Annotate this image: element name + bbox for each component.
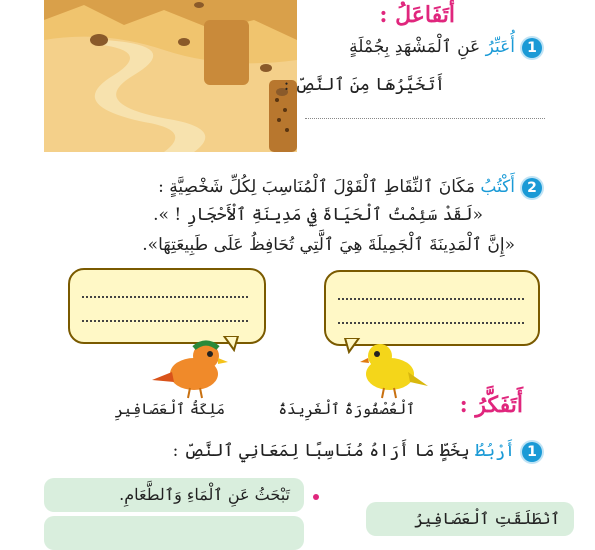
speech-bubble-right[interactable] [324, 270, 540, 346]
answer-line-left-1[interactable] [82, 296, 248, 298]
quote-line-2: «إِنَّ ٱلْمَدِينَةَ ٱلْجَمِيلَةَ هِيَ ٱلَّتِي تُحَافِظُ عَلَى طَبِيعَتِهَا». [142, 235, 515, 255]
answer-dotted-line[interactable] [305, 118, 545, 119]
answer-line-right-2[interactable] [338, 322, 524, 324]
instruction-text: عَنِ ٱلْمَشْهَدِ بِجُمْلَةٍ [349, 37, 486, 57]
quote-line-1: «لَقَدْ سَئِمْتُ ٱلْحَيَاةَ فِي مَدِينَةِ ٱلْأَحْجَارِ ! ». [153, 205, 483, 225]
desert-scene-illustration [44, 0, 297, 152]
section-heading-interact: أَتَفَاعَلُ : [379, 2, 455, 28]
yellow-bird-illustration [350, 338, 430, 400]
character-label-songbird: ٱلْعُصْفُورَةُ ٱلْغَرِيدَةُ [278, 400, 415, 418]
orange-bird-illustration [150, 336, 236, 400]
character-label-bird-queen: مَلِكَةُ ٱلْعَصَافِيرِ [114, 400, 225, 418]
option-box-3[interactable]: ٱنْطَلَقَتِ ٱلْعَصَافِيرُ [366, 502, 574, 536]
instruction-line-write [158, 176, 515, 197]
instruction-verb: أُعَبِّرُ [485, 37, 515, 57]
instruction-line-2: أَتَخَيَّرُهَا مِنَ ٱلنَّصِّ : [283, 75, 445, 95]
instruction-verb-connect: أَرْبُطُ [475, 441, 515, 461]
answer-line-left-2[interactable] [82, 320, 248, 322]
speech-bubble-left[interactable] [68, 268, 266, 344]
instruction-line [349, 36, 515, 57]
item-number-badge: 1 [522, 38, 542, 58]
instruction-verb-write: أَكْتُبُ [480, 177, 515, 197]
instruction-text-write: مَكَانَ ٱلنِّقَاطِ ٱلْقَوْلَ ٱلْمُنَاسِبَ لِكُلِّ شَخْصِيَّةٍ : [158, 177, 481, 197]
instruction-line-connect [173, 440, 515, 461]
option-box-1[interactable]: تَبْحَثُ عَنِ ٱلْمَاءِ وَٱلطَّعَامِ. [44, 478, 304, 512]
item-number-badge-2: 2 [522, 178, 542, 198]
option-bullet [313, 494, 319, 500]
item-number-badge-3: 1 [522, 442, 542, 462]
section-heading-reflect: أَتَفَكَّرُ : [459, 392, 523, 418]
option-box-2[interactable] [44, 516, 304, 550]
instruction-text-connect: بِخَطٍّ مَا أَرَاهُ مُنَاسِبًا لِمَعَانِي ٱلنَّصِّ : [172, 441, 476, 461]
answer-line-right-1[interactable] [338, 298, 524, 300]
